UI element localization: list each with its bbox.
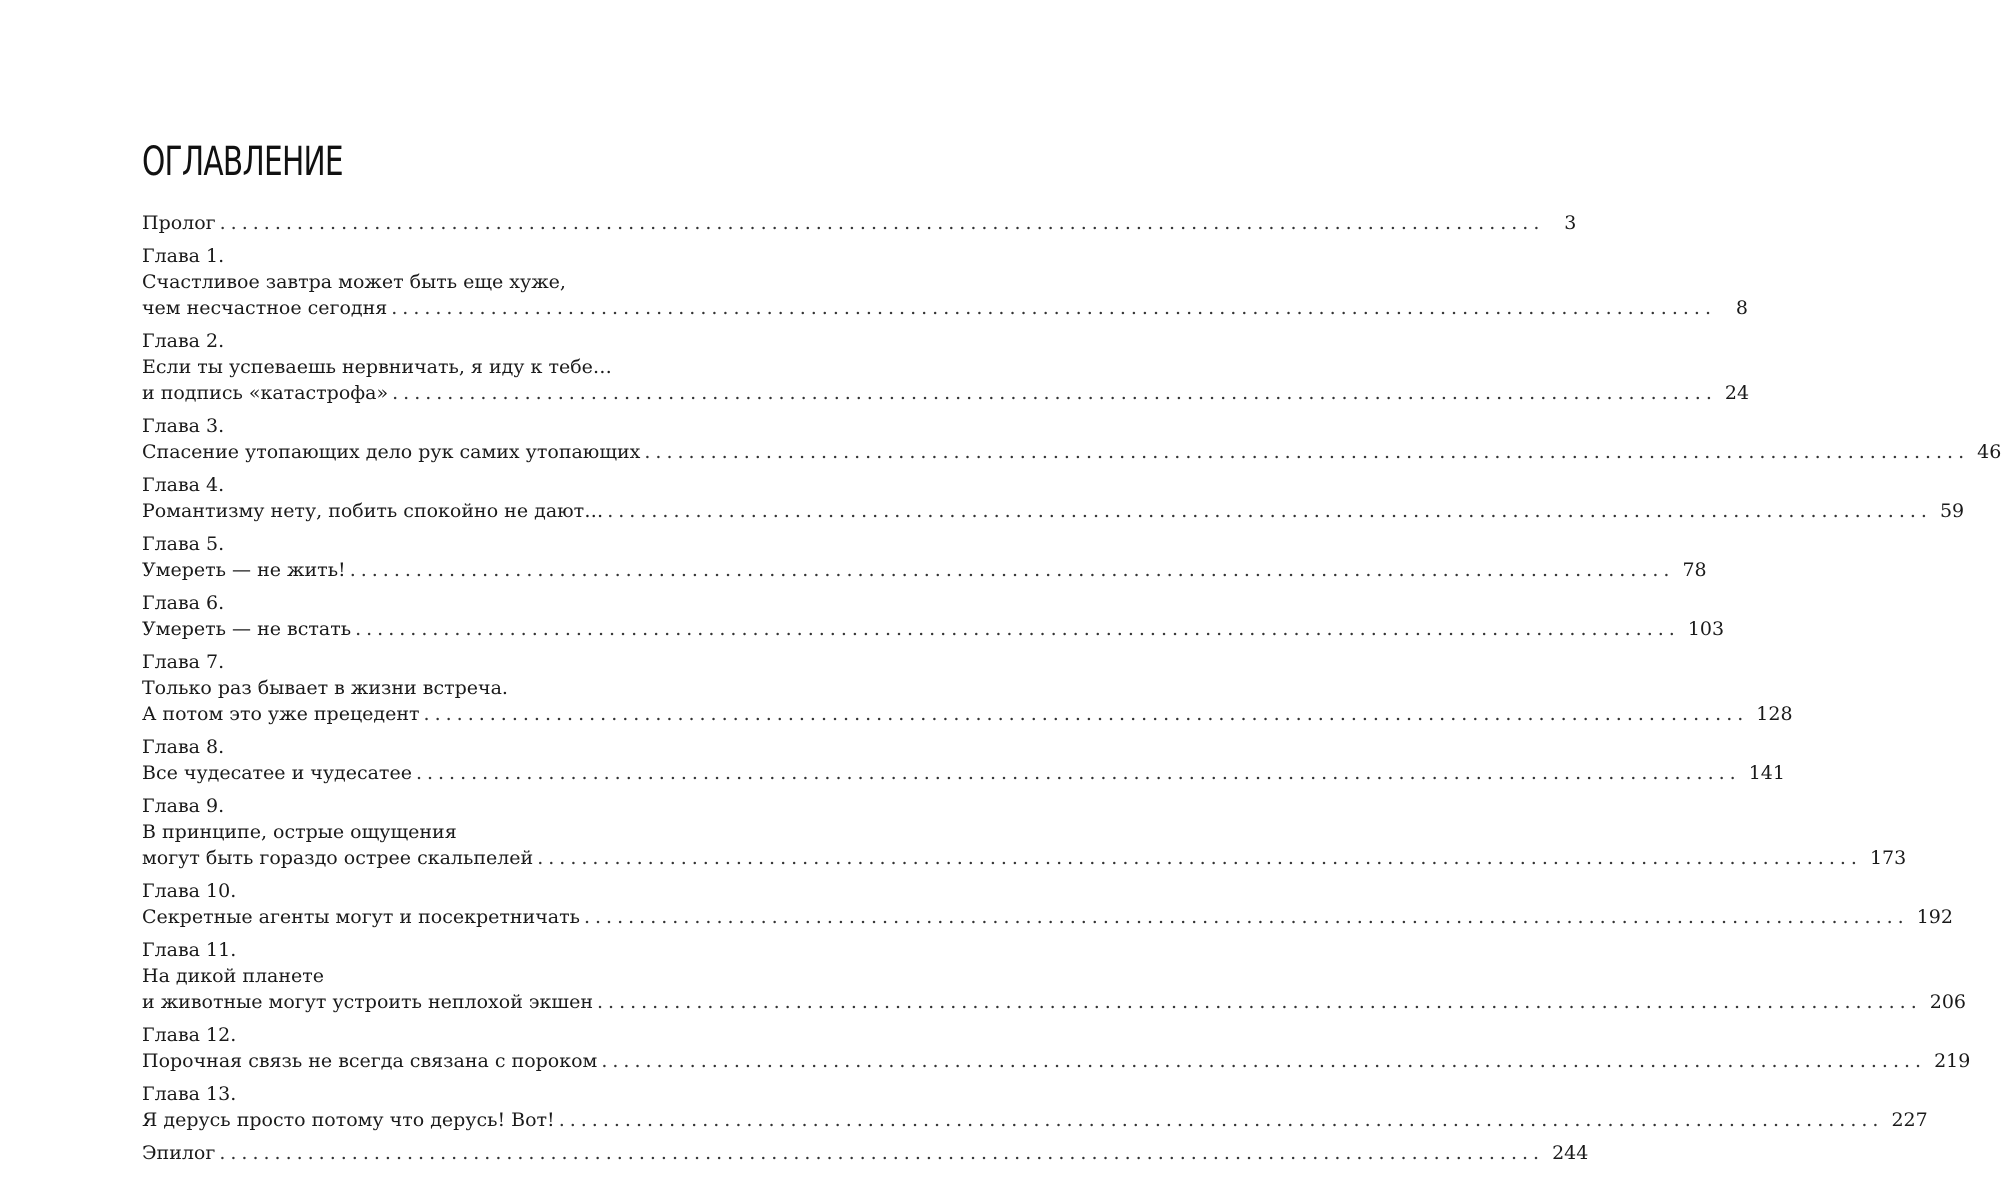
dot-leader: ........................................................................................................................ xyxy=(607,500,1932,522)
chapter-label: Глава 5. xyxy=(142,533,225,555)
toc-entry-final-line xyxy=(142,904,1953,930)
toc-entry[interactable] xyxy=(142,590,1725,642)
chapter-title-line: В принципе, острые ощущения xyxy=(142,821,457,843)
chapter-label: Глава 1. xyxy=(142,245,225,267)
toc-entry-final-line xyxy=(142,616,1725,642)
toc-entry-final-line xyxy=(142,1140,1589,1166)
toc-entry-final-line xyxy=(142,439,2001,465)
dot-leader: ........................................................................................................................ xyxy=(537,847,1862,869)
page-number: 46 xyxy=(1977,441,2001,463)
dot-leader: ........................................................................................................................ xyxy=(349,559,1675,581)
dot-leader: ........................................................................................................................ xyxy=(644,441,1970,463)
chapter-title-line: Эпилог xyxy=(142,1142,216,1164)
page-number: 3 xyxy=(1564,212,1577,234)
chapter-title-line: Секретные агенты могут и посекретничать xyxy=(142,906,580,928)
chapter-title-line: Спасение утопающих дело рук самих утопающих xyxy=(142,441,641,463)
chapter-label: Глава 10. xyxy=(142,880,237,902)
chapter-label: Глава 8. xyxy=(142,736,225,758)
toc-entry[interactable] xyxy=(142,878,1953,930)
chapter-title-line: Если ты успеваешь нервничать, я иду к тебе… xyxy=(142,356,612,378)
page-number: 192 xyxy=(1916,906,1953,928)
toc-entry[interactable] xyxy=(142,1140,1589,1166)
page-number: 59 xyxy=(1939,500,1965,522)
page-number: 78 xyxy=(1682,559,1707,581)
page-number: 244 xyxy=(1552,1142,1589,1164)
chapter-title-line: Я дерусь просто потому что дерусь! Вот! xyxy=(142,1109,555,1131)
toc-entry-final-line xyxy=(142,210,1577,236)
chapter-title-line: могут быть гораздо острее скальпелей xyxy=(142,847,534,869)
dot-leader: ........................................................................................................................ xyxy=(423,703,1749,725)
chapter-label: Глава 9. xyxy=(142,795,225,817)
chapter-label: Глава 11. xyxy=(142,939,237,961)
chapter-label: Глава 6. xyxy=(142,592,225,614)
chapter-title-line: А потом это уже прецедент xyxy=(142,703,420,725)
toc-entry[interactable] xyxy=(142,1022,1971,1074)
page-number: 103 xyxy=(1687,618,1725,640)
toc-entry-final-line xyxy=(142,701,1793,727)
page-title: ОГЛАВЛЕНИЕ xyxy=(142,139,343,185)
chapter-title-line: Умереть — не жить! xyxy=(142,559,346,581)
chapter-title-line: и подпись «катастрофа» xyxy=(142,382,389,404)
toc-entry-final-line xyxy=(142,760,1785,786)
chapter-title-line: и животные могут устроить неплохой экшен xyxy=(142,991,593,1013)
toc-entry-final-line xyxy=(142,845,1907,871)
toc-entry[interactable] xyxy=(142,413,2001,465)
dot-leader: ........................................................................................................................ xyxy=(596,991,1922,1013)
page-number: 8 xyxy=(1735,297,1748,319)
toc-entry[interactable] xyxy=(142,328,1750,406)
chapter-title-line: Все чудесатее и чудесатее xyxy=(142,762,412,784)
toc-entry-final-line xyxy=(142,1048,1971,1074)
chapter-label: Глава 12. xyxy=(142,1024,237,1046)
chapter-label: Глава 7. xyxy=(142,651,225,673)
chapter-label: Глава 13. xyxy=(142,1083,237,1105)
chapter-title-line: Пролог xyxy=(142,212,216,234)
page-number: 227 xyxy=(1891,1109,1928,1131)
toc-entry-final-line xyxy=(142,1107,1928,1133)
toc-entry[interactable] xyxy=(142,472,1965,524)
dot-leader: ........................................................................................................................ xyxy=(583,906,1909,928)
chapter-title-line: Умереть — не встать xyxy=(142,618,352,640)
chapter-label: Глава 2. xyxy=(142,330,225,352)
page-number: 173 xyxy=(1869,847,1907,869)
chapter-title-line: Счастливое завтра может быть еще хуже, xyxy=(142,271,566,293)
dot-leader: ........................................................................................................................ xyxy=(391,297,1716,319)
toc-entry-final-line xyxy=(142,380,1750,406)
toc-entry[interactable] xyxy=(142,531,1707,583)
dot-leader: ........................................................................................................................ xyxy=(601,1050,1927,1072)
toc-entry-final-line xyxy=(142,295,1748,321)
toc-entry[interactable] xyxy=(142,937,1966,1015)
dot-leader: ........................................................................................................................ xyxy=(392,382,1717,404)
toc-entry[interactable] xyxy=(142,243,1748,321)
dot-leader: ........................................................................................................................ xyxy=(415,762,1741,784)
toc-entry[interactable] xyxy=(142,1081,1928,1133)
chapter-title-line: На дикой планете xyxy=(142,965,325,987)
chapter-title-line: Порочная связь не всегда связана с пороком xyxy=(142,1050,598,1072)
dot-leader: ........................................................................................................................ xyxy=(219,1142,1545,1164)
chapter-label: Глава 3. xyxy=(142,415,225,437)
toc-entry[interactable] xyxy=(142,210,1577,236)
toc-entry-final-line xyxy=(142,498,1965,524)
page-number: 219 xyxy=(1934,1050,1971,1072)
toc-entry[interactable] xyxy=(142,793,1907,871)
page-number: 141 xyxy=(1748,762,1785,784)
table-of-contents xyxy=(142,210,2001,1173)
toc-entry[interactable] xyxy=(142,649,1793,727)
toc-entry[interactable] xyxy=(142,734,1785,786)
dot-leader: ........................................................................................................................ xyxy=(219,212,1545,234)
chapter-label: Глава 4. xyxy=(142,474,225,496)
toc-entry-final-line xyxy=(142,557,1707,583)
page-number: 128 xyxy=(1756,703,1793,725)
dot-leader: ........................................................................................................................ xyxy=(558,1109,1884,1131)
toc-entry-final-line xyxy=(142,989,1966,1015)
page-number: 24 xyxy=(1724,382,1750,404)
chapter-title-line: Только раз бывает в жизни встреча. xyxy=(142,677,508,699)
dot-leader: ........................................................................................................................ xyxy=(355,618,1680,640)
chapter-title-line: Романтизму нету, побить спокойно не дают… xyxy=(142,500,604,522)
chapter-title-line: чем несчастное сегодня xyxy=(142,297,388,319)
page-number: 206 xyxy=(1929,991,1966,1013)
